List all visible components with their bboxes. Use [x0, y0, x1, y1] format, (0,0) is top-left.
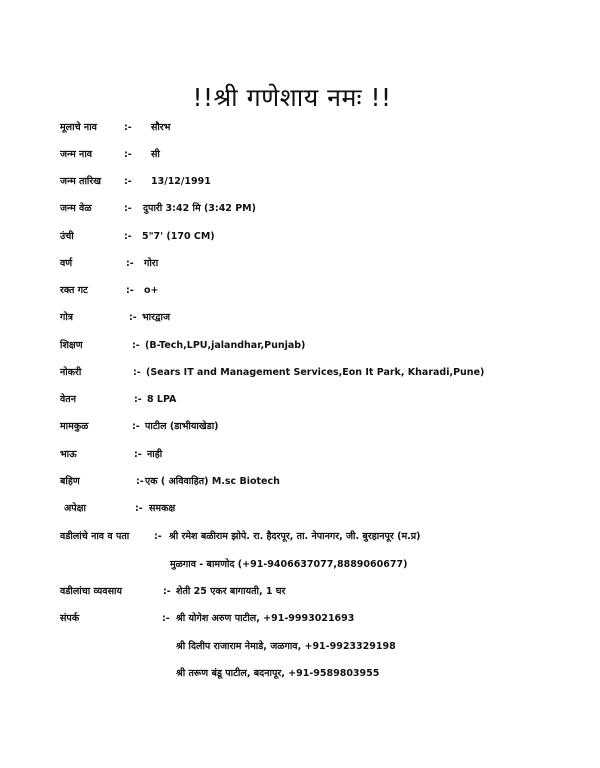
- field-separator: :-: [126, 258, 134, 269]
- field-label: वडीलांचा व्यवसाय: [60, 586, 122, 597]
- contact-line: श्री दिलीप राजाराम नेमाडे, जळगाव, +91-9923329198: [176, 641, 396, 652]
- field-separator: :-: [124, 203, 132, 214]
- field-value: पाटील (डाभीयाखेडा): [145, 421, 219, 432]
- field-separator: :-: [132, 421, 140, 432]
- field-separator: :-: [126, 285, 134, 296]
- field-separator: :-: [134, 449, 142, 460]
- field-separator: :-: [136, 476, 144, 487]
- field-label: रक्त गट: [60, 285, 88, 296]
- field-label: वर्ण: [60, 258, 73, 269]
- field-separator: :-: [124, 231, 132, 242]
- field-label: मामकुळ: [60, 421, 89, 432]
- field-label: जन्म तारिख: [60, 176, 102, 187]
- field-value: 8 LPA: [147, 394, 177, 405]
- field-label: जन्म नाव: [60, 149, 93, 160]
- field-separator: :-: [132, 340, 140, 351]
- field-value: शेती 25 एकर बागायती, 1 घर: [176, 586, 286, 597]
- field-label: मूलाचे नाव: [60, 122, 97, 133]
- field-separator: :-: [154, 531, 162, 542]
- field-value: o+: [144, 285, 159, 296]
- field-label: वडीलांचे नाव व पता: [60, 531, 130, 542]
- field-separator: :-: [124, 149, 132, 160]
- field-label: नोकरी: [60, 367, 82, 378]
- field-value: दुपारी 3:42 मि (3:42 PM): [143, 203, 256, 214]
- field-value: सौरभ: [151, 122, 171, 133]
- field-separator: :-: [124, 176, 132, 187]
- native-place: मुळगाव - बामणोद (+91-9406637077,8889060677): [170, 559, 408, 570]
- field-value: समकक्ष: [149, 503, 176, 514]
- field-label: बहिण: [60, 476, 80, 487]
- contact-line: श्री योगेश अरुण पाटील, +91-9993021693: [176, 613, 355, 624]
- field-separator: :-: [162, 613, 170, 624]
- field-value: गोरा: [144, 258, 159, 269]
- field-separator: :-: [124, 122, 132, 133]
- field-separator: :-: [133, 367, 141, 378]
- field-value: श्री रमेश बळीराम झोपे. रा. हैदरपूर, ता. नेपानगर, जी. बुरहानपूर (म.प्र): [169, 531, 421, 542]
- field-value: 13/12/1991: [151, 176, 211, 187]
- field-label: शिक्षण: [60, 340, 83, 351]
- field-value: 5"7' (170 CM): [142, 231, 215, 242]
- field-label: उंची: [60, 231, 74, 242]
- field-separator: :-: [163, 586, 171, 597]
- field-label: गोत्र: [60, 312, 74, 323]
- field-separator: :-: [134, 394, 142, 405]
- field-label: अपेक्षा: [64, 503, 86, 514]
- field-value: सी: [151, 149, 160, 160]
- field-label: जन्म वेळ: [60, 203, 92, 214]
- field-value: नाही: [147, 449, 163, 460]
- field-label: संपर्क: [60, 613, 80, 624]
- field-label: वेतन: [60, 394, 76, 405]
- field-value: (Sears IT and Management Services,Eon It Park, Kharadi,Pune): [146, 367, 485, 378]
- page-title: !!श्री गणेशाय नमः !!: [192, 83, 392, 112]
- contact-line: श्री तरूण बंडू पाटील, बदनापूर, +91-9589803955: [176, 668, 380, 679]
- field-value: भारद्वाज: [142, 312, 170, 323]
- field-value: एक ( अविवाहित) M.sc Biotech: [145, 476, 280, 487]
- field-separator: :-: [135, 503, 143, 514]
- field-separator: :-: [129, 312, 137, 323]
- field-label: भाऊ: [60, 449, 77, 460]
- field-value: (B-Tech,LPU,jalandhar,Punjab): [145, 340, 306, 351]
